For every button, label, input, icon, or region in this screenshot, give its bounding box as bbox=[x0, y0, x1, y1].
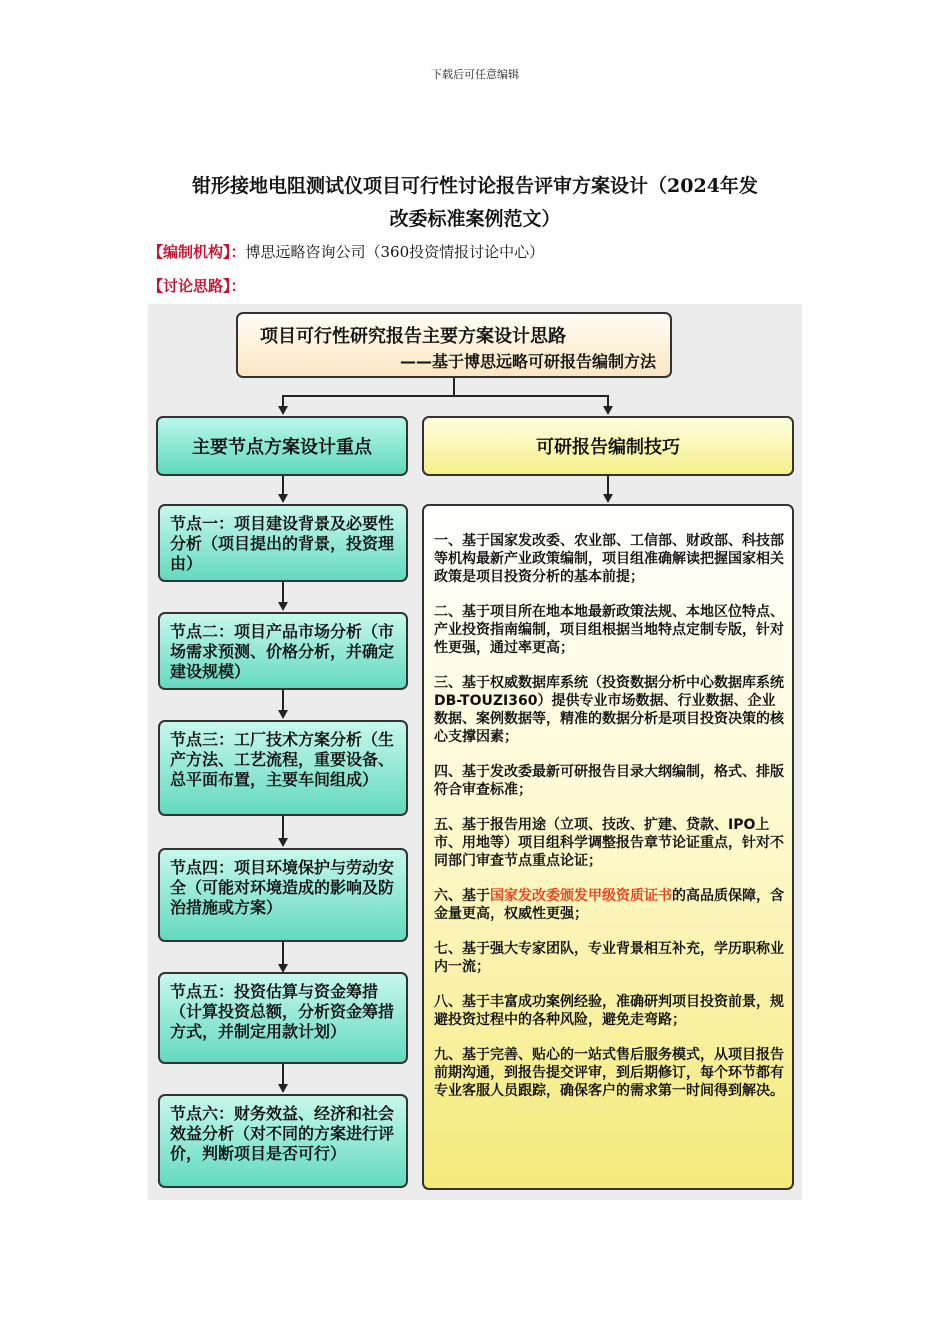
tip-item: 一、基于国家发改委、农业部、工信部、财政部、科技部等机构最新产业政策编制，项目组准确解读把握国家相关政策是项目投资分析的基本前提； bbox=[434, 533, 784, 585]
left-column-header: 主要节点方案设计重点 bbox=[156, 416, 408, 476]
arrow-icon bbox=[603, 494, 613, 503]
arrow-icon bbox=[278, 494, 288, 503]
connector bbox=[282, 395, 609, 397]
connector bbox=[282, 942, 284, 964]
tip-item: 二、基于项目所在地本地最新政策法规、本地区位特点、产业投资指南编制，项目组根据当地特点定制专版，针对性更强，通过率更高； bbox=[434, 604, 784, 656]
tip-item: 五、基于报告用途（立项、技改、扩建、贷款、IPO上市、用地等）项目组科学调整报告章节论证重点，针对不同部门审查节点重点论证； bbox=[434, 817, 784, 869]
connector bbox=[282, 690, 284, 710]
node-box-2: 节点二：项目产品市场分析（市场需求预测、价格分析，并确定建设规模） bbox=[158, 612, 408, 690]
right-column-header: 可研报告编制技巧 bbox=[422, 416, 794, 476]
tip-item-6 bbox=[434, 887, 784, 923]
tip6-suffix: 的高品质保障，含金量更高，权威性更强； bbox=[434, 888, 784, 922]
connector bbox=[282, 582, 284, 602]
tip-item: 八、基于丰富成功案例经验，准确研判项目投资前景，规避投资过程中的各种风险，避免走弯路； bbox=[434, 994, 784, 1028]
tip-item: 三、基于权威数据库系统（投资数据分析中心数据库系统DB-TOUZI360）提供专业市场数据、行业数据、企业数据、案例数据等，精准的数据分析是项目投资决策的核心支撑因素； bbox=[434, 675, 784, 745]
tips-box bbox=[422, 504, 794, 1190]
tip6-prefix: 六、基于 bbox=[434, 888, 490, 904]
connector bbox=[282, 1064, 284, 1084]
idea-tag: 【讨论思路】： bbox=[148, 277, 246, 295]
tip-item: 七、基于强大专家团队，专业背景相互补充，学历职称业内一流； bbox=[434, 941, 784, 975]
connector bbox=[282, 476, 284, 494]
arrow-icon bbox=[278, 710, 288, 719]
node-box-3: 节点三：工厂技术方案分析（生产方法、工艺流程，重要设备、总平面布置，主要车间组成） bbox=[158, 720, 408, 816]
tip6-highlight: 国家发改委颁发甲级资质证书 bbox=[490, 888, 672, 904]
tip-item: 九、基于完善、贴心的一站式售后服务模式，从项目报告前期沟通，到报告提交评审，到后期修订，每个环节都有专业客服人员跟踪，确保客户的需求第一时间得到解决。 bbox=[434, 1047, 784, 1099]
org-tag: 【编制机构】： bbox=[148, 243, 246, 261]
diagram-title-box bbox=[236, 312, 672, 378]
connector bbox=[607, 476, 609, 494]
arrow-icon bbox=[278, 1084, 288, 1093]
arrow-icon bbox=[603, 406, 613, 415]
node-box-1: 节点一：项目建设背景及必要性分析（项目提出的背景，投资理由） bbox=[158, 504, 408, 582]
node-box-5: 节点五：投资估算与资金筹措（计算投资总额，分析资金筹措方式，并制定用款计划） bbox=[158, 972, 408, 1064]
connector bbox=[282, 816, 284, 838]
document-title bbox=[140, 170, 810, 236]
node-box-6: 节点六：财务效益、经济和社会效益分析（对不同的方案进行评价，判断项目是否可行） bbox=[158, 1094, 408, 1188]
org-value: 博思远略咨询公司（360投资情报讨论中心） bbox=[245, 243, 545, 261]
arrow-icon bbox=[278, 838, 288, 847]
flow-diagram bbox=[148, 304, 802, 1200]
org-line bbox=[148, 241, 544, 262]
arrow-icon bbox=[278, 406, 288, 415]
title-line-1: 钳形接地电阻测试仪项目可行性讨论报告评审方案设计（2024年发 bbox=[192, 175, 758, 197]
arrow-icon bbox=[278, 602, 288, 611]
title-line-2: 改委标准案例范文） bbox=[389, 208, 561, 230]
connector bbox=[453, 378, 455, 396]
node-box-4: 节点四：项目环境保护与劳动安全（可能对环境造成的影响及防治措施或方案） bbox=[158, 848, 408, 942]
idea-line bbox=[148, 275, 246, 296]
diagram-subtitle: ——基于博思远略可研报告编制方法 bbox=[399, 352, 656, 371]
tip-item: 四、基于发改委最新可研报告目录大纲编制，格式、排版符合审查标准； bbox=[434, 764, 784, 798]
header-note: 下载后可任意编辑 bbox=[431, 68, 519, 81]
diagram-title: 项目可行性研究报告主要方案设计思路 bbox=[260, 326, 566, 347]
